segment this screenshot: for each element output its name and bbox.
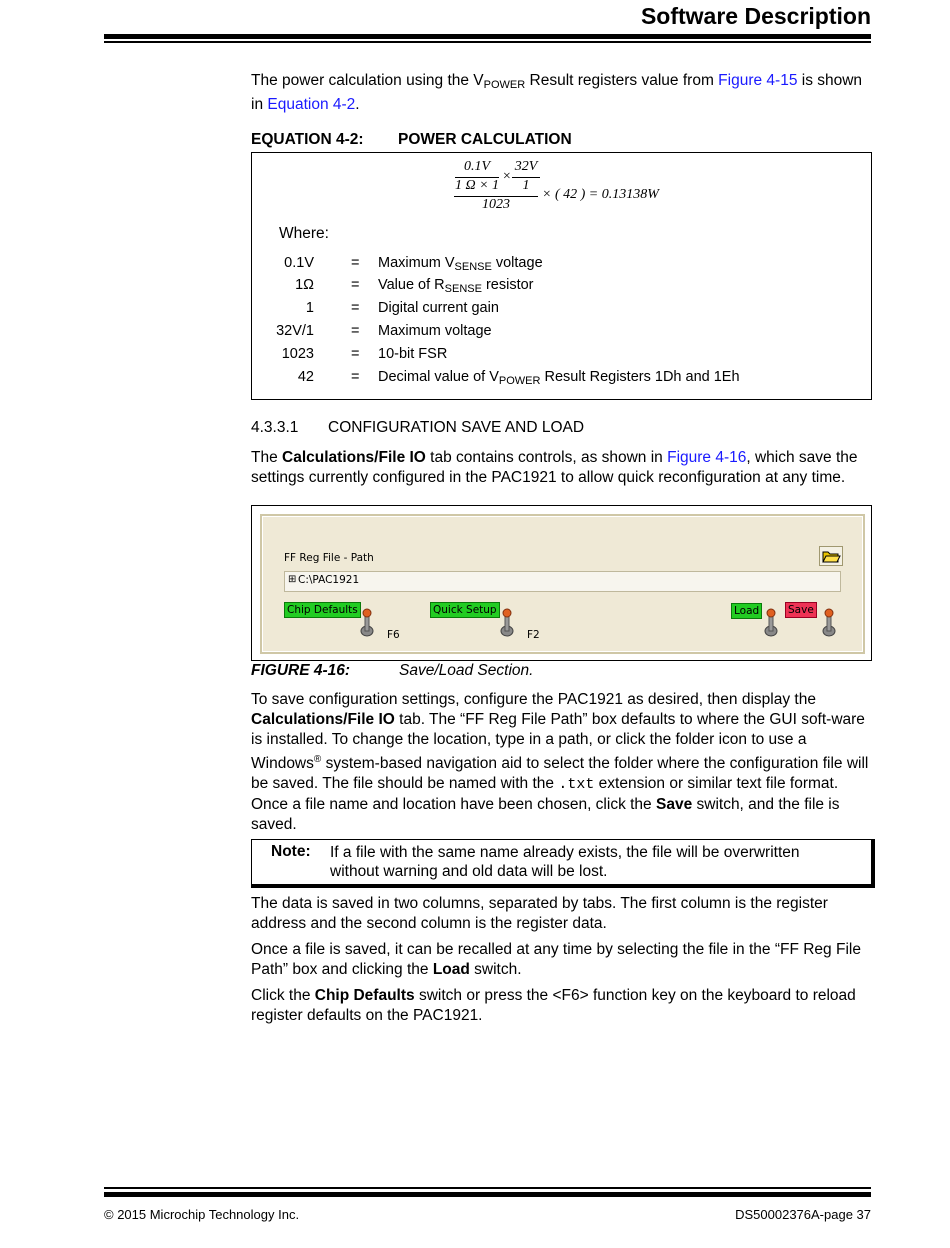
- quick-setup-key: F2: [527, 629, 540, 641]
- figure-caption-text: Save/Load Section.: [399, 662, 534, 679]
- quick-setup-switch[interactable]: [500, 608, 514, 638]
- paragraph-data-format: The data is saved in two columns, separated by tabs. The first column is the register address and the second column is the register data.: [251, 895, 828, 932]
- formula-main-denominator: 1023: [482, 197, 510, 212]
- paragraph-calculations-tab: The Calculations/File IO tab contains controls, as shown in Figure 4-16, which save the settings currently configured in the PAC1921 to allow quick reconfiguration at any time.: [251, 449, 858, 486]
- formula-numerator-2: 32V: [514, 159, 538, 174]
- paragraph-chip-defaults: Click the Chip Defaults switch or press the <F6> function key on the keyboard to reload register defaults on the PAC1921.: [251, 987, 856, 1024]
- load-switch[interactable]: [764, 608, 778, 638]
- figure-4-16: [251, 505, 872, 661]
- definition-row: 42 = Decimal value of $V_{POWER}$ Result Registers 1Dh and 1Eh: [297, 369, 740, 387]
- definition-row: 0.1V = Maximum $V_{SENSE}$ voltage: [284, 255, 543, 273]
- intro-paragraph: The power calculation using the $V_{POWER}$ Result registers value from Figure 4-15 is shown in Equation 4-2.: [251, 72, 863, 113]
- path-value: C:\PAC1921: [298, 574, 360, 586]
- footer-copyright: © 2015 Microchip Technology Inc.: [104, 1207, 300, 1222]
- footer-doc-number: DS50002376A-page 37: [735, 1207, 871, 1222]
- chip-defaults-label: Chip Defaults: [284, 602, 361, 618]
- where-label: Where:: [279, 225, 329, 242]
- header-rule-thick: [104, 34, 871, 39]
- note-label: Note:: [271, 843, 311, 860]
- paragraph-save-instructions: To save configuration settings, configure the PAC1921 as desired, then display the Calculations/File IO tab. The “FF Reg File Path” box defaults to where the GUI soft-ware is installed. To change the location, type in a path, or click the folder icon to use a Windows® system-based navigation aid to select the folder where the configuration file will be saved. The file should be named with the .txt extension or similar text file format. Once a file name and location have been chosen, click the Save switch, and the file is saved.: [251, 691, 869, 834]
- header-rule-thin: [104, 41, 871, 43]
- equation-box: [251, 152, 872, 400]
- equation-4-2-link[interactable]: Equation 4-2: [267, 96, 356, 113]
- definition-row: 1 = Digital current gain: [305, 300, 499, 316]
- page-header-title: Software Description: [640, 3, 871, 29]
- load-label: Load: [731, 603, 762, 619]
- formula-denominator-1: 1 Ω × 1: [454, 178, 500, 193]
- definition-row: 1Ω = Value of $R_{SENSE}$ resistor: [295, 277, 534, 295]
- figure-caption: [251, 662, 534, 680]
- power-formula: [452, 159, 712, 215]
- footer-rule-thin: [104, 1187, 871, 1189]
- figure-4-16-link[interactable]: Figure 4-16: [667, 449, 747, 466]
- equation-title: POWER CALCULATION: [398, 131, 572, 148]
- section-number: 4.3.3.1: [251, 419, 299, 436]
- note-text: If a file with the same name already exists, the file will be overwritten without warning and old data will be lost.: [330, 844, 800, 880]
- path-input[interactable]: [284, 571, 841, 592]
- section-title: CONFIGURATION SAVE AND LOAD: [328, 419, 585, 436]
- save-load-panel: [260, 514, 865, 654]
- formula-result: × ( 42 ) = 0.13138W: [542, 187, 659, 202]
- definition-row: 32V/1 = Maximum voltage: [276, 323, 492, 339]
- figure-caption-label: FIGURE 4-16:: [251, 662, 351, 679]
- formula-times: ×: [502, 169, 512, 184]
- definition-row: 1023 = 10-bit FSR: [281, 346, 448, 362]
- note-box: [251, 839, 875, 888]
- save-switch[interactable]: [822, 608, 836, 638]
- path-lock-icon: ⊞: [288, 574, 297, 585]
- path-label: FF Reg File - Path: [284, 552, 374, 564]
- folder-icon[interactable]: [819, 546, 843, 566]
- figure-4-15-link[interactable]: Figure 4-15: [718, 72, 798, 89]
- chip-defaults-key: F6: [387, 629, 400, 641]
- quick-setup-label: Quick Setup: [430, 602, 500, 618]
- formula-denominator-2: 1: [522, 178, 530, 193]
- equation-label: EQUATION 4-2:: [251, 131, 364, 148]
- formula-numerator-1: 0.1V: [463, 159, 491, 174]
- save-label: Save: [785, 602, 817, 618]
- paragraph-load-instructions: Once a file is saved, it can be recalled at any time by selecting the file in the “FF Reg File Path” box and clicking the Load switch.: [251, 941, 861, 978]
- chip-defaults-switch[interactable]: [360, 608, 374, 638]
- footer-rule-thick: [104, 1192, 871, 1197]
